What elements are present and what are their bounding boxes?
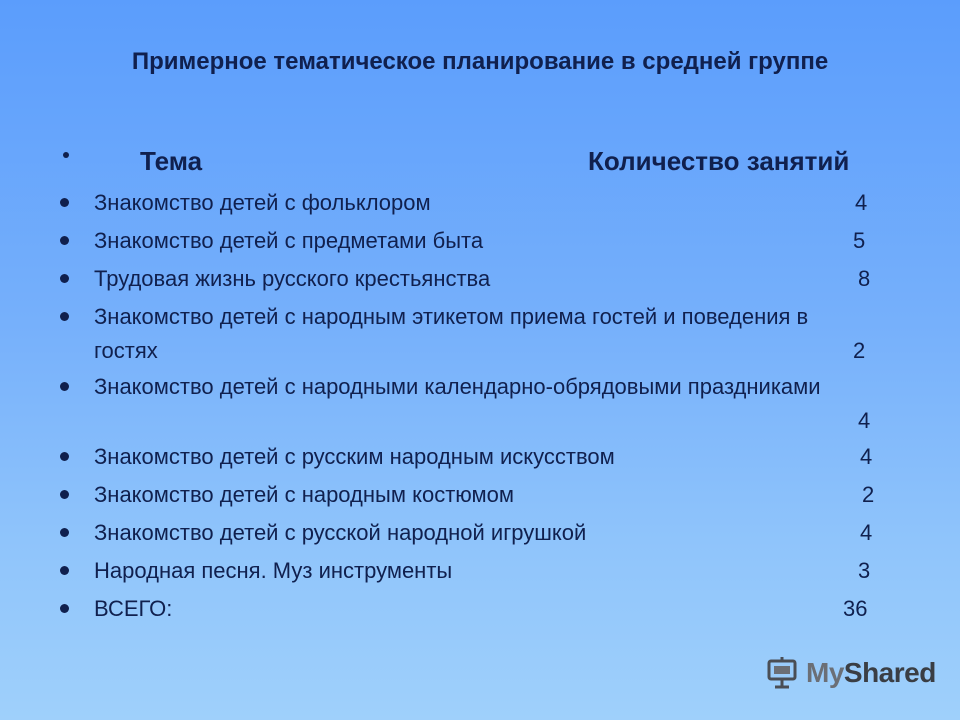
item-topic: Знакомство детей с фольклором	[94, 190, 431, 215]
bullet-dot	[60, 566, 69, 575]
item-count: 2	[853, 338, 866, 363]
item-count: 2	[862, 482, 875, 507]
item-topic: Знакомство детей с русской народной игрушкой	[94, 520, 587, 545]
bullet-dot	[60, 236, 69, 245]
item-topic: Знакомство детей с народными календарно-обрядовыми праздниками	[94, 374, 821, 399]
item-topic: Знакомство детей с народным костюмом	[94, 482, 515, 507]
item-count: 4	[860, 444, 873, 469]
item-topic: Знакомство детей с народным этикетом приема гостей и поведения в гостях	[94, 304, 809, 363]
item-topic: Знакомство детей с русским народным искусством	[94, 444, 615, 469]
myshared-watermark	[766, 654, 936, 694]
bullet-dot	[60, 312, 69, 321]
item-topic: Трудовая жизнь русского крестьянства	[94, 266, 491, 291]
item-count: 36	[843, 596, 868, 621]
item-topic: Народная песня. Муз инструменты	[94, 558, 453, 583]
item-topic: ВСЕГО:	[94, 596, 173, 621]
bullet-dot	[60, 274, 69, 283]
item-count: 5	[853, 228, 866, 253]
bullet-dot	[63, 152, 69, 158]
column-header-topic: Тема	[140, 146, 203, 176]
item-count: 4	[858, 408, 871, 433]
page-title: Примерное тематическое планирование в средней группе	[131, 48, 829, 75]
watermark-text: MyShared	[806, 657, 936, 688]
bullet-dot	[60, 490, 69, 499]
column-header-count: Количество занятий	[588, 146, 850, 176]
item-count: 8	[858, 266, 871, 291]
presentation-board-icon	[766, 656, 800, 690]
item-count: 4	[855, 190, 868, 215]
item-topic: Знакомство детей с предметами быта	[94, 228, 484, 253]
item-count: 3	[858, 558, 871, 583]
bullet-dot	[60, 604, 69, 613]
bullet-dot	[60, 382, 69, 391]
list-header	[0, 141, 960, 181]
bullet-dot	[60, 528, 69, 537]
bullet-dot	[60, 452, 69, 461]
bullet-dot	[60, 198, 69, 207]
item-count: 4	[860, 520, 873, 545]
